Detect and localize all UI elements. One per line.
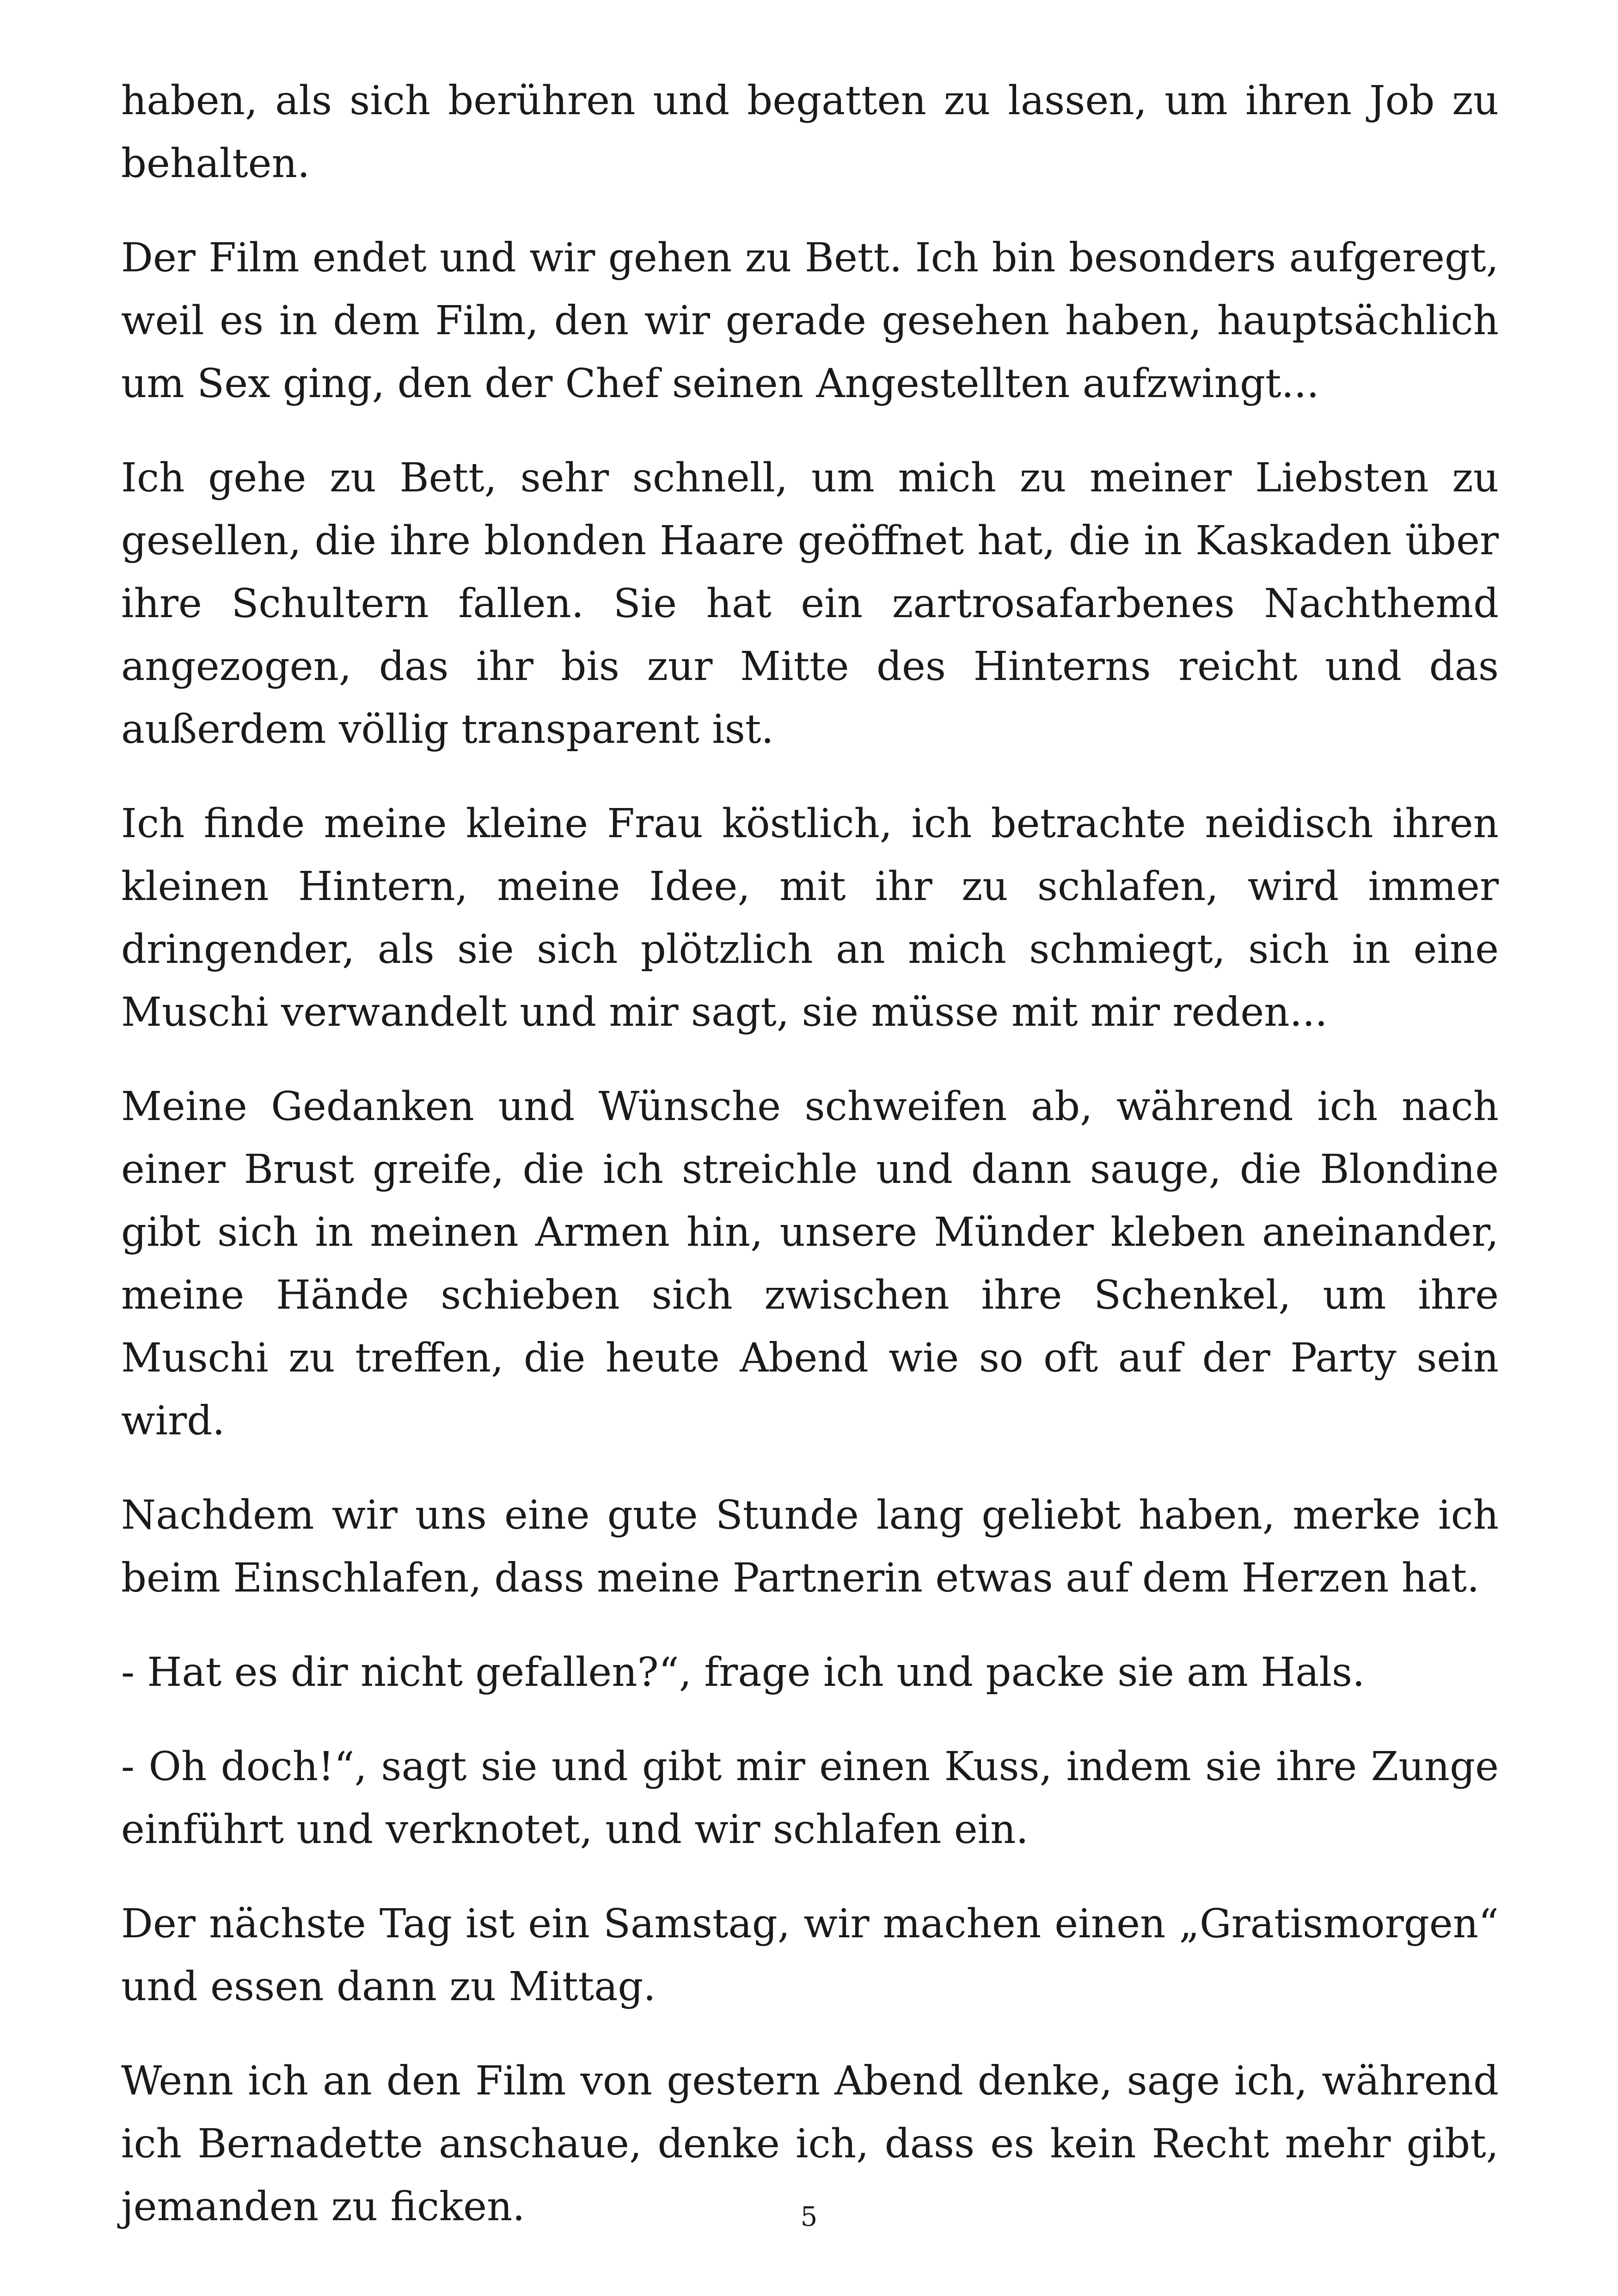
- page-number: 5: [800, 2201, 818, 2232]
- paragraph-4: Ich finde meine kleine Frau köstlich, ich betrachte neidisch ihren kleinen Hintern, meine Idee, mit ihr zu schlafen, wird immer dringender, als sie sich plötzlich an mich schmiegt, sich in eine Muschi verwandelt und mir sagt, sie müsse mit mir reden...: [121, 801, 1499, 1035]
- paragraph-9: Der nächste Tag ist ein Samstag, wir machen einen „Gratismorgen“ und essen dann zu Mittag.: [121, 1901, 1499, 2010]
- paragraph-1: haben, als sich berühren und begatten zu lassen, um ihren Job zu behalten.: [121, 78, 1499, 187]
- paragraph-5: Meine Gedanken und Wünsche schweifen ab, während ich nach einer Brust greife, die ich streichle und dann sauge, die Blondine gibt sich in meinen Armen hin, unsere Münder kleben aneinander, meine Hände schieben sich zwischen ihre Schenkel, um ihre Muschi zu treffen, die heute Abend wie so oft auf der Party sein wird.: [121, 1084, 1499, 1444]
- paragraph-3: Ich gehe zu Bett, sehr schnell, um mich zu meiner Liebsten zu gesellen, die ihre blonden Haare geöffnet hat, die in Kaskaden über ihre Schultern fallen. Sie hat ein zartrosafarbenes Nachthemd angezogen, das ihr bis zur Mitte des Hinterns reicht und das außerdem völlig transparent ist.: [121, 455, 1499, 753]
- paragraph-2: Der Film endet und wir gehen zu Bett. Ich bin besonders aufgeregt, weil es in dem Film, den wir gerade gesehen haben, hauptsächlich um Sex ging, den der Chef seinen Angestellten aufzwingt...: [121, 235, 1499, 407]
- body-text: [121, 69, 1499, 2270]
- paragraph-8: - Oh doch!“, sagt sie und gibt mir einen Kuss, indem sie ihre Zunge einführt und verknotet, und wir schlafen ein.: [121, 1744, 1499, 1853]
- paragraph-10: Wenn ich an den Film von gestern Abend denke, sage ich, während ich Bernadette anschaue, denke ich, dass es kein Recht mehr gibt, jemanden zu ficken.: [121, 2058, 1499, 2230]
- paragraph-6: Nachdem wir uns eine gute Stunde lang geliebt haben, merke ich beim Einschlafen, dass meine Partnerin etwas auf dem Herzen hat.: [121, 1492, 1499, 1601]
- paragraph-7: - Hat es dir nicht gefallen?“, frage ich und packe sie am Hals.: [121, 1649, 1365, 1696]
